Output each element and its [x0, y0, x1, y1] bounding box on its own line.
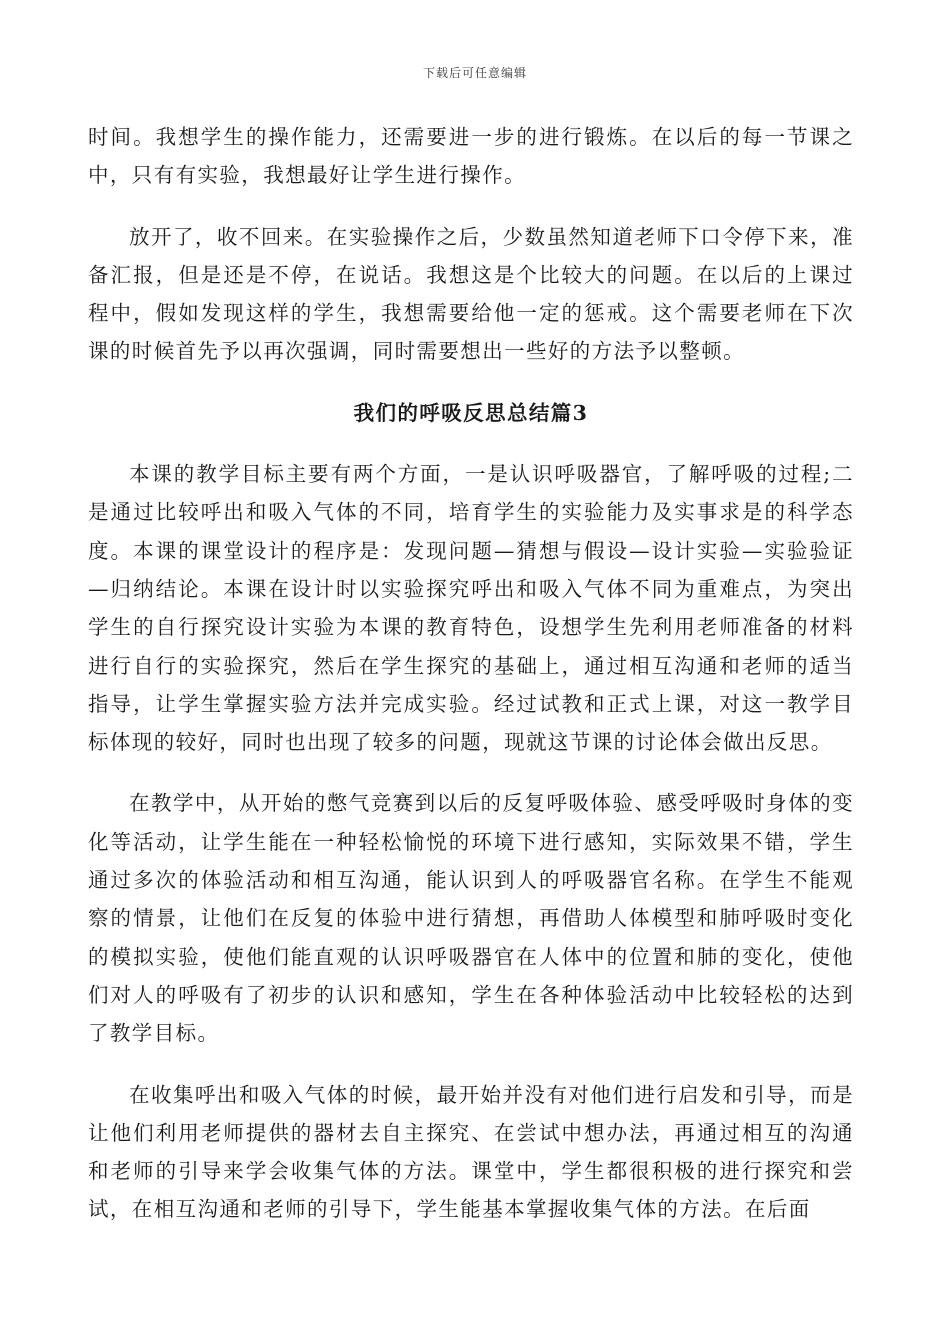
paragraph-gap [88, 195, 854, 218]
paragraph: 放开了，收不回来。在实验操作之后，少数虽然知道老师下口令停下来，准备汇报，但是还是不停，在说话。我想这是个比较大的问题。在以后的上课过程中，假如发现这样的学生，我想需要给他一定的惩戒。这个需要老师在下次课的时候首先予以再次强调，同时需要想出一些好的方法予以整顿。 [88, 224, 854, 364]
paragraph-gap [88, 371, 854, 394]
paragraph: 在教学中，从开始的憋气竞赛到以后的反复呼吸体验、感受呼吸时身体的变化等活动，让学生能在一种轻松愉悦的环境下进行感知，实际效果不错，学生通过多次的体验活动和相互沟通，能认识到人的呼吸器官名称。在学生不能观察的情景，让他们在反复的体验中进行猜想，再借助人体模型和肺呼吸时变化的模拟实验，使他们能直观的认识呼吸器官在人体中的位置和肺的变化，使他们对人的呼吸有了初步的认识和感知，学生在各种体验活动中比较轻松的达到了教学目标。 [88, 791, 854, 1046]
paragraph-continued: 时间。我想学生的操作能力，还需要进一步的进行锻炼。在以后的每一节课之中，只有有实验，我想最好让学生进行操作。 [88, 125, 854, 188]
paragraph: 在收集呼出和吸入气体的时候，最开始并没有对他们进行启发和引导，而是让他们利用老师提供的器材去自主探究、在尝试中想办法，再通过相互的沟通和老师的引导来学会收集气体的方法。课堂中，学生都很积极的进行探究和尝试，在相互沟通和老师的引导下，学生能基本掌握收集气体的方法。在后面 [88, 1082, 854, 1222]
paragraph: 本课的教学目标主要有两个方面，一是认识呼吸器官，了解呼吸的过程;二是通过比较呼出和吸入气体的不同，培育学生的实验能力及实事求是的科学态度。本课的课堂设计的程序是：发现问题—猜想与假设—设计实验—实验验证—归纳结论。本课在设计时以实验探究呼出和吸入气体不同为重难点，为突出学生的自行探究设计实验为本课的教育特色，设想学生先利用老师准备的材料进行自行的实验探究，然后在学生探究的基础上，通过相互沟通和老师的适当指导，让学生掌握实验方法并完成实验。经过试教和正式上课，对这一教学目标体现的较好，同时也出现了较多的问题，现就这节课的讨论体会做出反思。 [88, 462, 854, 755]
page-header: 下载后可任意编辑 [422, 66, 527, 80]
section-title: 我们的呼吸反思总结篇3 [353, 400, 589, 425]
paragraph-gap [88, 432, 854, 455]
paragraph-gap [88, 761, 854, 784]
paragraph-gap [88, 1053, 854, 1076]
document-body [88, 118, 854, 1229]
